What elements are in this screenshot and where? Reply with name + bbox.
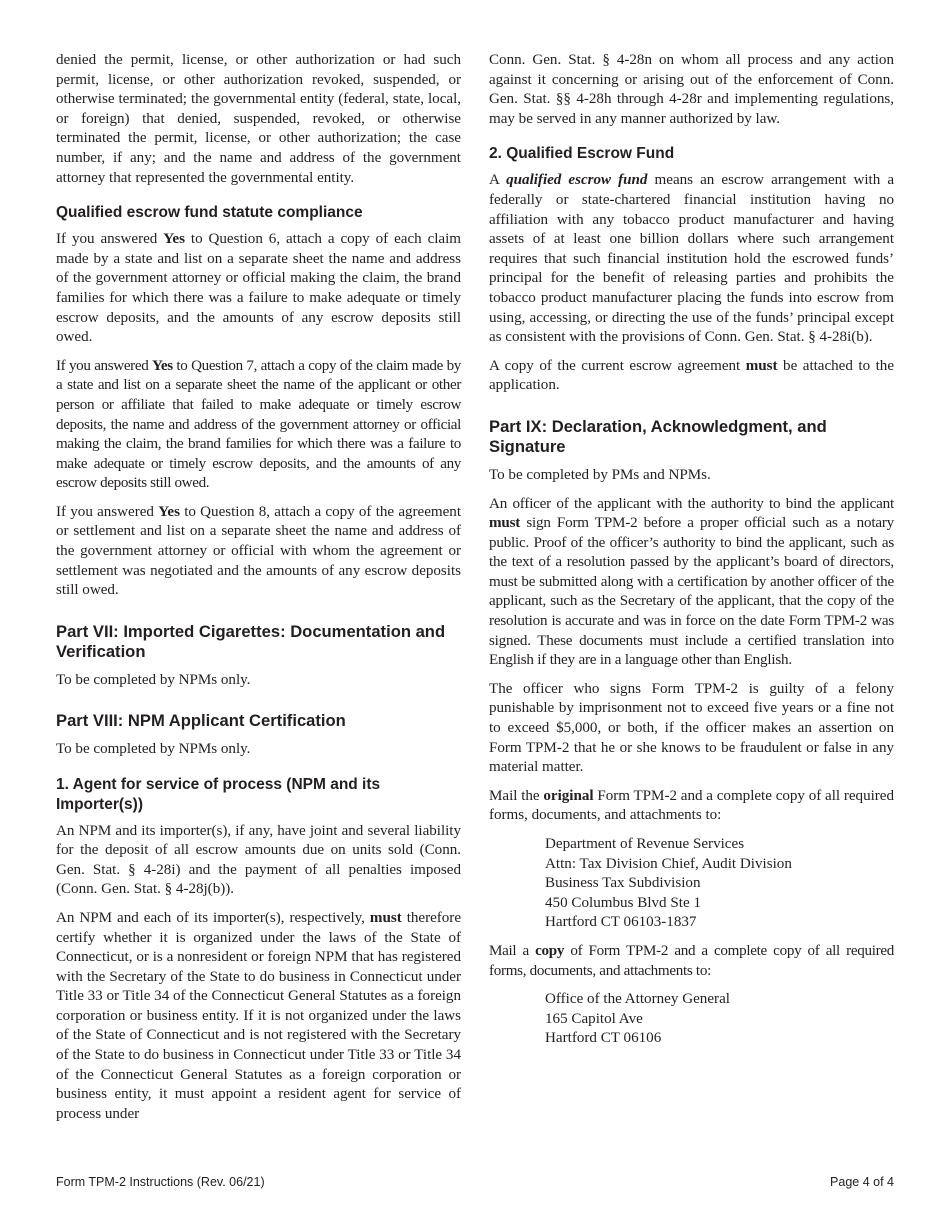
escrow-compliance-heading: Qualified escrow fund statute compliance — [56, 204, 363, 222]
address-line: Business Tax Subdivision — [545, 875, 701, 892]
address-line: Office of the Attorney General — [545, 991, 730, 1008]
left-column — [56, 51, 461, 1133]
attorney-general-address — [545, 990, 894, 1049]
question8-paragraph: If you answered Yes to Question 8, attach a copy of the agreement or settlement and list on a separate sheet the name and address of the government attorney or official with whom the agreement or settlement was negotiated and the amounts of any escrow deposits still owed. — [56, 503, 462, 599]
part9-heading: Part IX: Declaration, Acknowledgment, and Signature — [489, 416, 827, 457]
footer-form-revision: Form TPM-2 Instructions (Rev. 06/21) — [56, 1175, 265, 1189]
intro-paragraph: denied the permit, license, or other authorization or had such permit, license, or other authorization revoked, suspended, or otherwise terminated; the governmental entity (federal, state, local, or foreign) that denied, suspended, revoked, or otherwise terminated the permit, license, or other authorization; the case number, if any; and the name and address of the government attorney that represented the governmental entity. — [56, 52, 461, 186]
mail-original-paragraph: Mail the original Form TPM-2 and a complete copy of all required forms, documents, and attachments to: — [489, 787, 894, 824]
officer-paragraph: An officer of the applicant with the authority to bind the applicant must sign Form TPM-2 before a proper official such as a notary public. Proof of the officer’s authority to bind the applicant, such as the text of a resolution passed by the applicant’s board of directors, must be submitted along with a certification by another officer of the applicant, such as the Secretary of the applicant, that the copy of the resolution is accurate and was in force on the date Form TPM-2 was signed. These documents must include a certified translation into English if they are in a language other than English. — [489, 495, 894, 669]
continued-paragraph: Conn. Gen. Stat. § 4-28n on whom all process and any action against it concerning or arising out of the enforcement of Conn. Gen. Stat. §§ 4-28h through 4-28r and implementing regulations, may be served in any manner authorized by law. — [489, 52, 894, 127]
right-column — [489, 51, 894, 1058]
agent-heading: 1. Agent for service of process (NPM and its Importer(s)) — [56, 775, 381, 813]
qualified-escrow-fund-heading: 2. Qualified Escrow Fund — [489, 145, 675, 163]
address-line: 165 Capitol Ave — [545, 1010, 643, 1027]
address-line: 450 Columbus Blvd Ste 1 — [545, 894, 701, 911]
address-line: Hartford CT 06106 — [545, 1030, 662, 1047]
address-line: Department of Revenue Services — [545, 836, 745, 852]
part7-note: To be completed by NPMs only. — [56, 671, 251, 688]
felony-paragraph: The officer who signs Form TPM-2 is guilty of a felony punishable by imprisonment not to exceed five years or a fine not to exceed $5,000, or both, if the officer makes an assertion on Form TPM-2 that he or she knows to be fraudulent or false in any material matter. — [489, 680, 894, 776]
footer-page-number: Page 4 of 4 — [830, 1175, 894, 1189]
agent-paragraph-1: An NPM and its importer(s), if any, have joint and several liability for the deposit of all escrow amounts due on units sold (Conn. Gen. Stat. § 4-28i) and the payment of all penalties imposed (Conn. Gen. Stat. § 4-28j(b)). — [56, 822, 461, 898]
question7-paragraph: If you answered Yes to Question 7, attach a copy of the claim made by a state and list on a separate sheet the name of the applicant or other person or affiliate that failed to make adequate or timely escrow deposits, the name and address of the government attorney or official making the claim, the brand families for which there was a failure to make adequate or timely escrow deposits, and the amounts of any escrow deposits still owed. — [56, 357, 462, 492]
agent-paragraph-2: An NPM and each of its importer(s), respectively, must therefore certify whether it is organized under the laws of the State of Connecticut, or is a nonresident or foreign NPM that has registered with the Secretary of the State to do business in Connecticut under Title 33 or Title 34 of the Connecticut General Statutes as a foreign corporation or business entity. If it is not organized under the laws of the State of Connecticut and is not registered with the Secretary of the State to do business in Connecticut under Title 33 or Title 34 of the Connecticut General Statutes as a foreign corporation or business entity, it must appoint a resident agent for service of process under — [56, 909, 461, 1122]
question6-paragraph: If you answered Yes to Question 6, attach a copy of each claim made by a state and list on a separate sheet the name and address of the government attorney or official making the claim, the brand families for which there was a failure to make adequate or timely escrow deposits, and the amounts of any escrow deposits still owed. — [56, 231, 462, 346]
part8-heading: Part VIII: NPM Applicant Certification — [56, 711, 346, 731]
drs-address — [545, 835, 894, 933]
part7-heading: Part VII: Imported Cigarettes: Documentation and Verification — [56, 621, 446, 662]
qualified-escrow-fund-paragraph: A qualified escrow fund means an escrow arrangement with a federally or state-chartered financial institution having no affiliation with any tobacco product manufacturer and having assets of at least one billion dollars where such arrangement requires that such financial institution hold the escrowed funds’ principal for the benefit of releasing parties and prohibits the tobacco product manufacturer placing the funds into escrow from using, accessing, or directing the use of the funds’ principal except as consistent with the provisions of Conn. Gen. Stat. § 4-28i(b). — [489, 172, 894, 346]
address-line: Attn: Tax Division Chief, Audit Division — [545, 855, 792, 872]
part8-note: To be completed by NPMs only. — [56, 740, 251, 757]
address-line: Hartford CT 06103-1837 — [545, 914, 697, 931]
mail-copy-paragraph: Mail a copy of Form TPM-2 and a complete copy of all required forms, documents, and attachments to: — [489, 942, 894, 979]
escrow-agreement-paragraph: A copy of the current escrow agreement must be attached to the application. — [489, 357, 895, 394]
part9-note: To be completed by PMs and NPMs. — [489, 466, 711, 483]
